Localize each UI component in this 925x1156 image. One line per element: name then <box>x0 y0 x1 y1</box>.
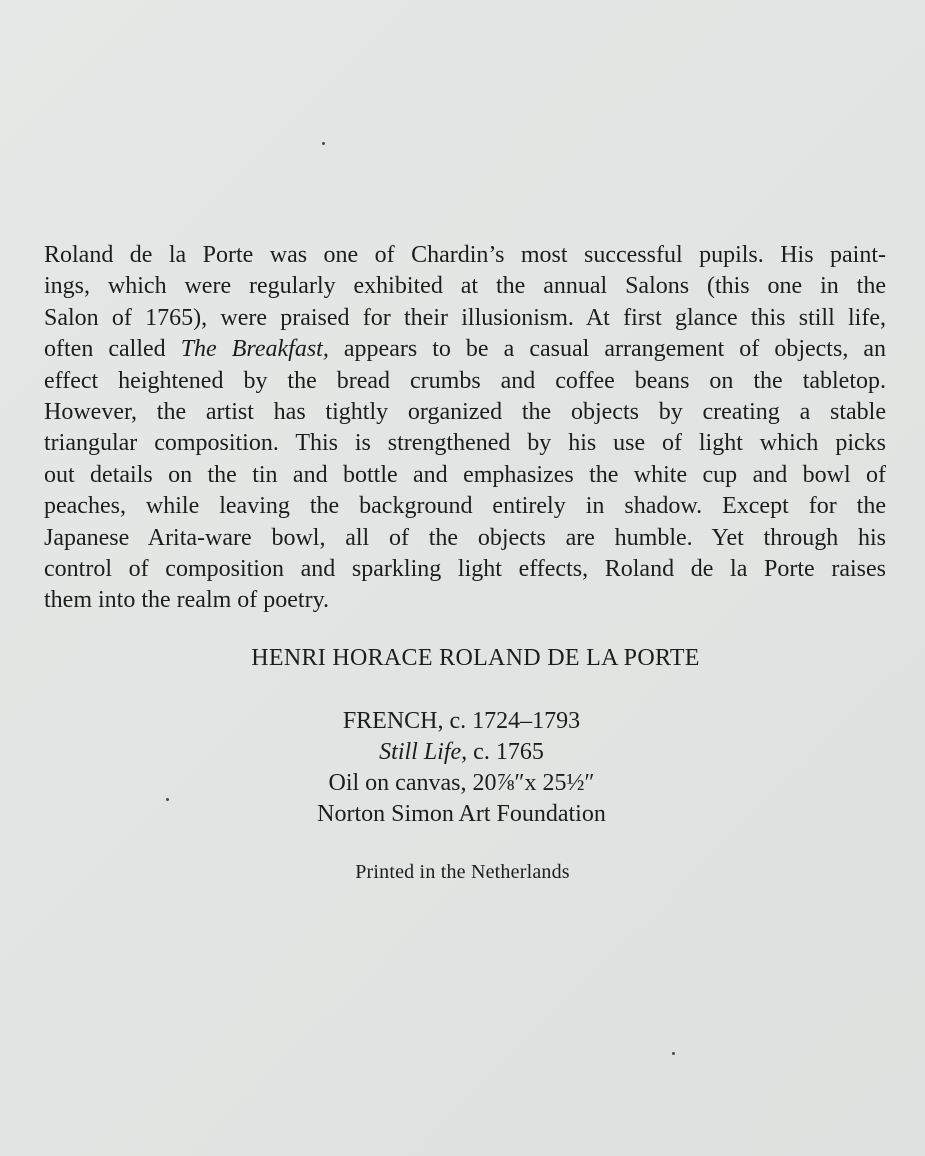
description-line: Roland de la Porte was one of Chardin’s most successful pupils. His paint- <box>44 242 886 268</box>
description-line: Salon of 1765), were praised for their illusionism. At first glance this still life, <box>44 304 886 331</box>
description-line: ings, which were regularly exhibited at the annual Salons (this one in the <box>44 273 886 300</box>
paper-speck <box>672 1052 675 1055</box>
description-line: them into the realm of poetry. <box>44 587 330 614</box>
artist-name-text: HENRI HORACE ROLAND DE LA PORTE <box>251 645 700 671</box>
artwork-date: c. 1765 <box>467 739 544 765</box>
italic-artwork-nickname: The Breakfast, <box>180 336 329 363</box>
description-line-with-title <box>44 334 886 365</box>
paper-speck <box>166 798 169 801</box>
paper-speck <box>322 142 325 145</box>
description-text-segment: appears to be a casual arrangement of objects, an <box>328 336 887 363</box>
description-line: peaches, while leaving the background entirely in shadow. Except for the <box>44 493 886 520</box>
artwork-details <box>0 706 925 830</box>
description-line: out details on the tin and bottle and emphasizes the white cup and bowl of <box>44 461 886 488</box>
printed-in-text: Printed in the Netherlands <box>355 861 570 883</box>
description-text-segment: often called <box>44 336 181 363</box>
artwork-collection: Norton Simon Art Foundation <box>317 801 606 827</box>
artwork-title: Still Life, <box>379 739 468 765</box>
description-line: effect heightened by the bread crumbs and coffee beans on the tabletop. <box>44 367 886 394</box>
artist-name <box>0 645 925 672</box>
description-line: Japanese Arita-ware bowl, all of the objects are humble. Yet through his <box>44 524 886 551</box>
description-line: triangular composition. This is strengthened by his use of light which picks <box>44 430 886 457</box>
description-line: However, the artist has tightly organized the objects by creating a stable <box>44 399 886 426</box>
description-paragraph <box>44 240 886 617</box>
description-line: control of composition and sparkling light effects, Roland de la Porte raises <box>44 556 886 583</box>
artwork-medium-dimensions: Oil on canvas, 20⅞″x 25½″ <box>328 770 595 796</box>
artwork-title-date <box>0 737 924 768</box>
artist-nationality-dates: FRENCH, c. 1724–1793 <box>342 708 581 734</box>
printed-in-note <box>0 861 925 884</box>
